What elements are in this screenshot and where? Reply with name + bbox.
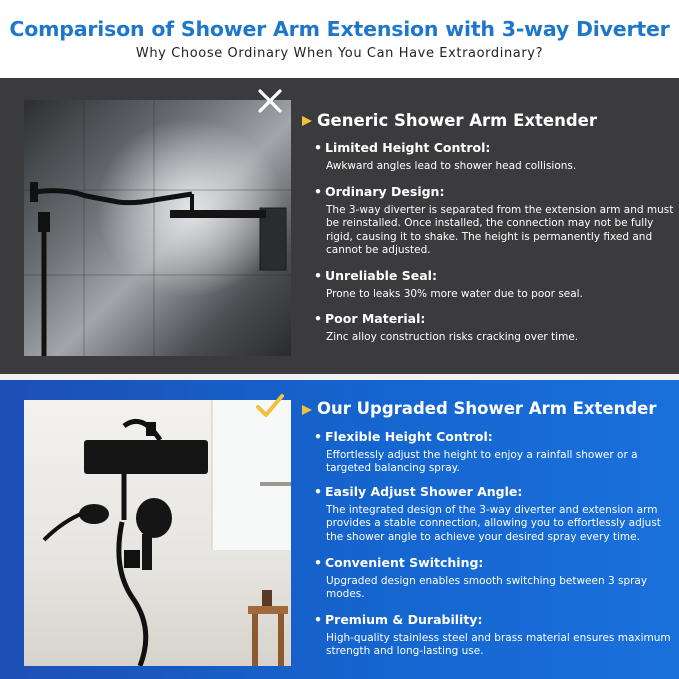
upgraded-item: • Premium & Durability: High-quality stainless steel and brass material ensures maximum strength and long-lasting use. xyxy=(314,612,674,659)
upgraded-item: • Flexible Height Control: Effortlessly adjust the height to enjoy a rainfall shower or a targeted balancing spray. xyxy=(314,429,674,476)
item-body: The 3-way diverter is separated from the extension arm and must be reinstalled. Once installed, the connection may not be fully rigid, causing it to shake. The height is permanently fixed and cannot be adjusted. xyxy=(326,204,674,257)
item-title: Easily Adjust Shower Angle: xyxy=(325,484,523,499)
item-body: Effortlessly adjust the height to enjoy a rainfall shower or a targeted balancing spray. xyxy=(326,449,638,475)
generic-item: • Ordinary Design: The 3-way diverter is separated from the extension arm and must be reinstalled. Once installed, the connection may not be fully rigid, causing it to shake. The height is permanently fixed and cannot be adjusted. xyxy=(314,184,674,257)
item-title: Flexible Height Control: xyxy=(325,429,493,444)
cross-icon xyxy=(257,88,283,114)
generic-item: • Poor Material: Zinc alloy construction risks cracking over time. xyxy=(314,311,674,344)
arrow-icon xyxy=(302,116,312,126)
upgraded-item: • Convenient Switching: Upgraded design enables smooth switching between 3 spray modes. xyxy=(314,555,674,602)
item-title: Unreliable Seal: xyxy=(325,268,437,283)
item-title: Convenient Switching: xyxy=(325,555,484,570)
item-body: The integrated design of the 3-way diverter and extension arm provides a stable connection, allowing you to effortlessly adjust the shower angle to achieve your desired spray every time. xyxy=(326,504,661,543)
checkmark-icon xyxy=(255,392,285,420)
item-body: Zinc alloy construction risks cracking over time. xyxy=(326,331,579,343)
item-title: Poor Material: xyxy=(325,311,426,326)
generic-item: • Unreliable Seal: Prone to leaks 30% more water due to poor seal. xyxy=(314,268,674,301)
item-body: High-quality stainless steel and brass material ensures maximum strength and long-lasting use. xyxy=(326,632,671,658)
page-title: Comparison of Shower Arm Extension with 3-way Diverter xyxy=(9,17,670,41)
item-body: Awkward angles lead to shower head collisions. xyxy=(326,160,577,172)
item-title: Premium & Durability: xyxy=(325,612,483,627)
upgraded-heading: Our Upgraded Shower Arm Extender xyxy=(317,399,657,418)
item-body: Upgraded design enables smooth switching between 3 spray modes. xyxy=(326,575,648,601)
page-subtitle: Why Choose Ordinary When You Can Have Extraordinary? xyxy=(135,46,544,61)
item-body: Prone to leaks 30% more water due to poor seal. xyxy=(326,288,583,300)
upgraded-shower-photo xyxy=(24,400,291,666)
item-title: Limited Height Control: xyxy=(325,140,491,155)
item-title: Ordinary Design: xyxy=(325,184,445,199)
header xyxy=(0,0,679,78)
upgraded-item: • Easily Adjust Shower Angle: The integrated design of the 3-way diverter and extension arm provides a stable connection, allowing you to effortlessly adjust the shower angle to achieve your desired spray every time. xyxy=(314,484,674,544)
generic-shower-photo xyxy=(24,100,291,356)
arrow-icon xyxy=(302,405,312,415)
generic-item: • Limited Height Control: Awkward angles lead to shower head collisions. xyxy=(314,140,674,173)
generic-heading: Generic Shower Arm Extender xyxy=(317,111,597,130)
